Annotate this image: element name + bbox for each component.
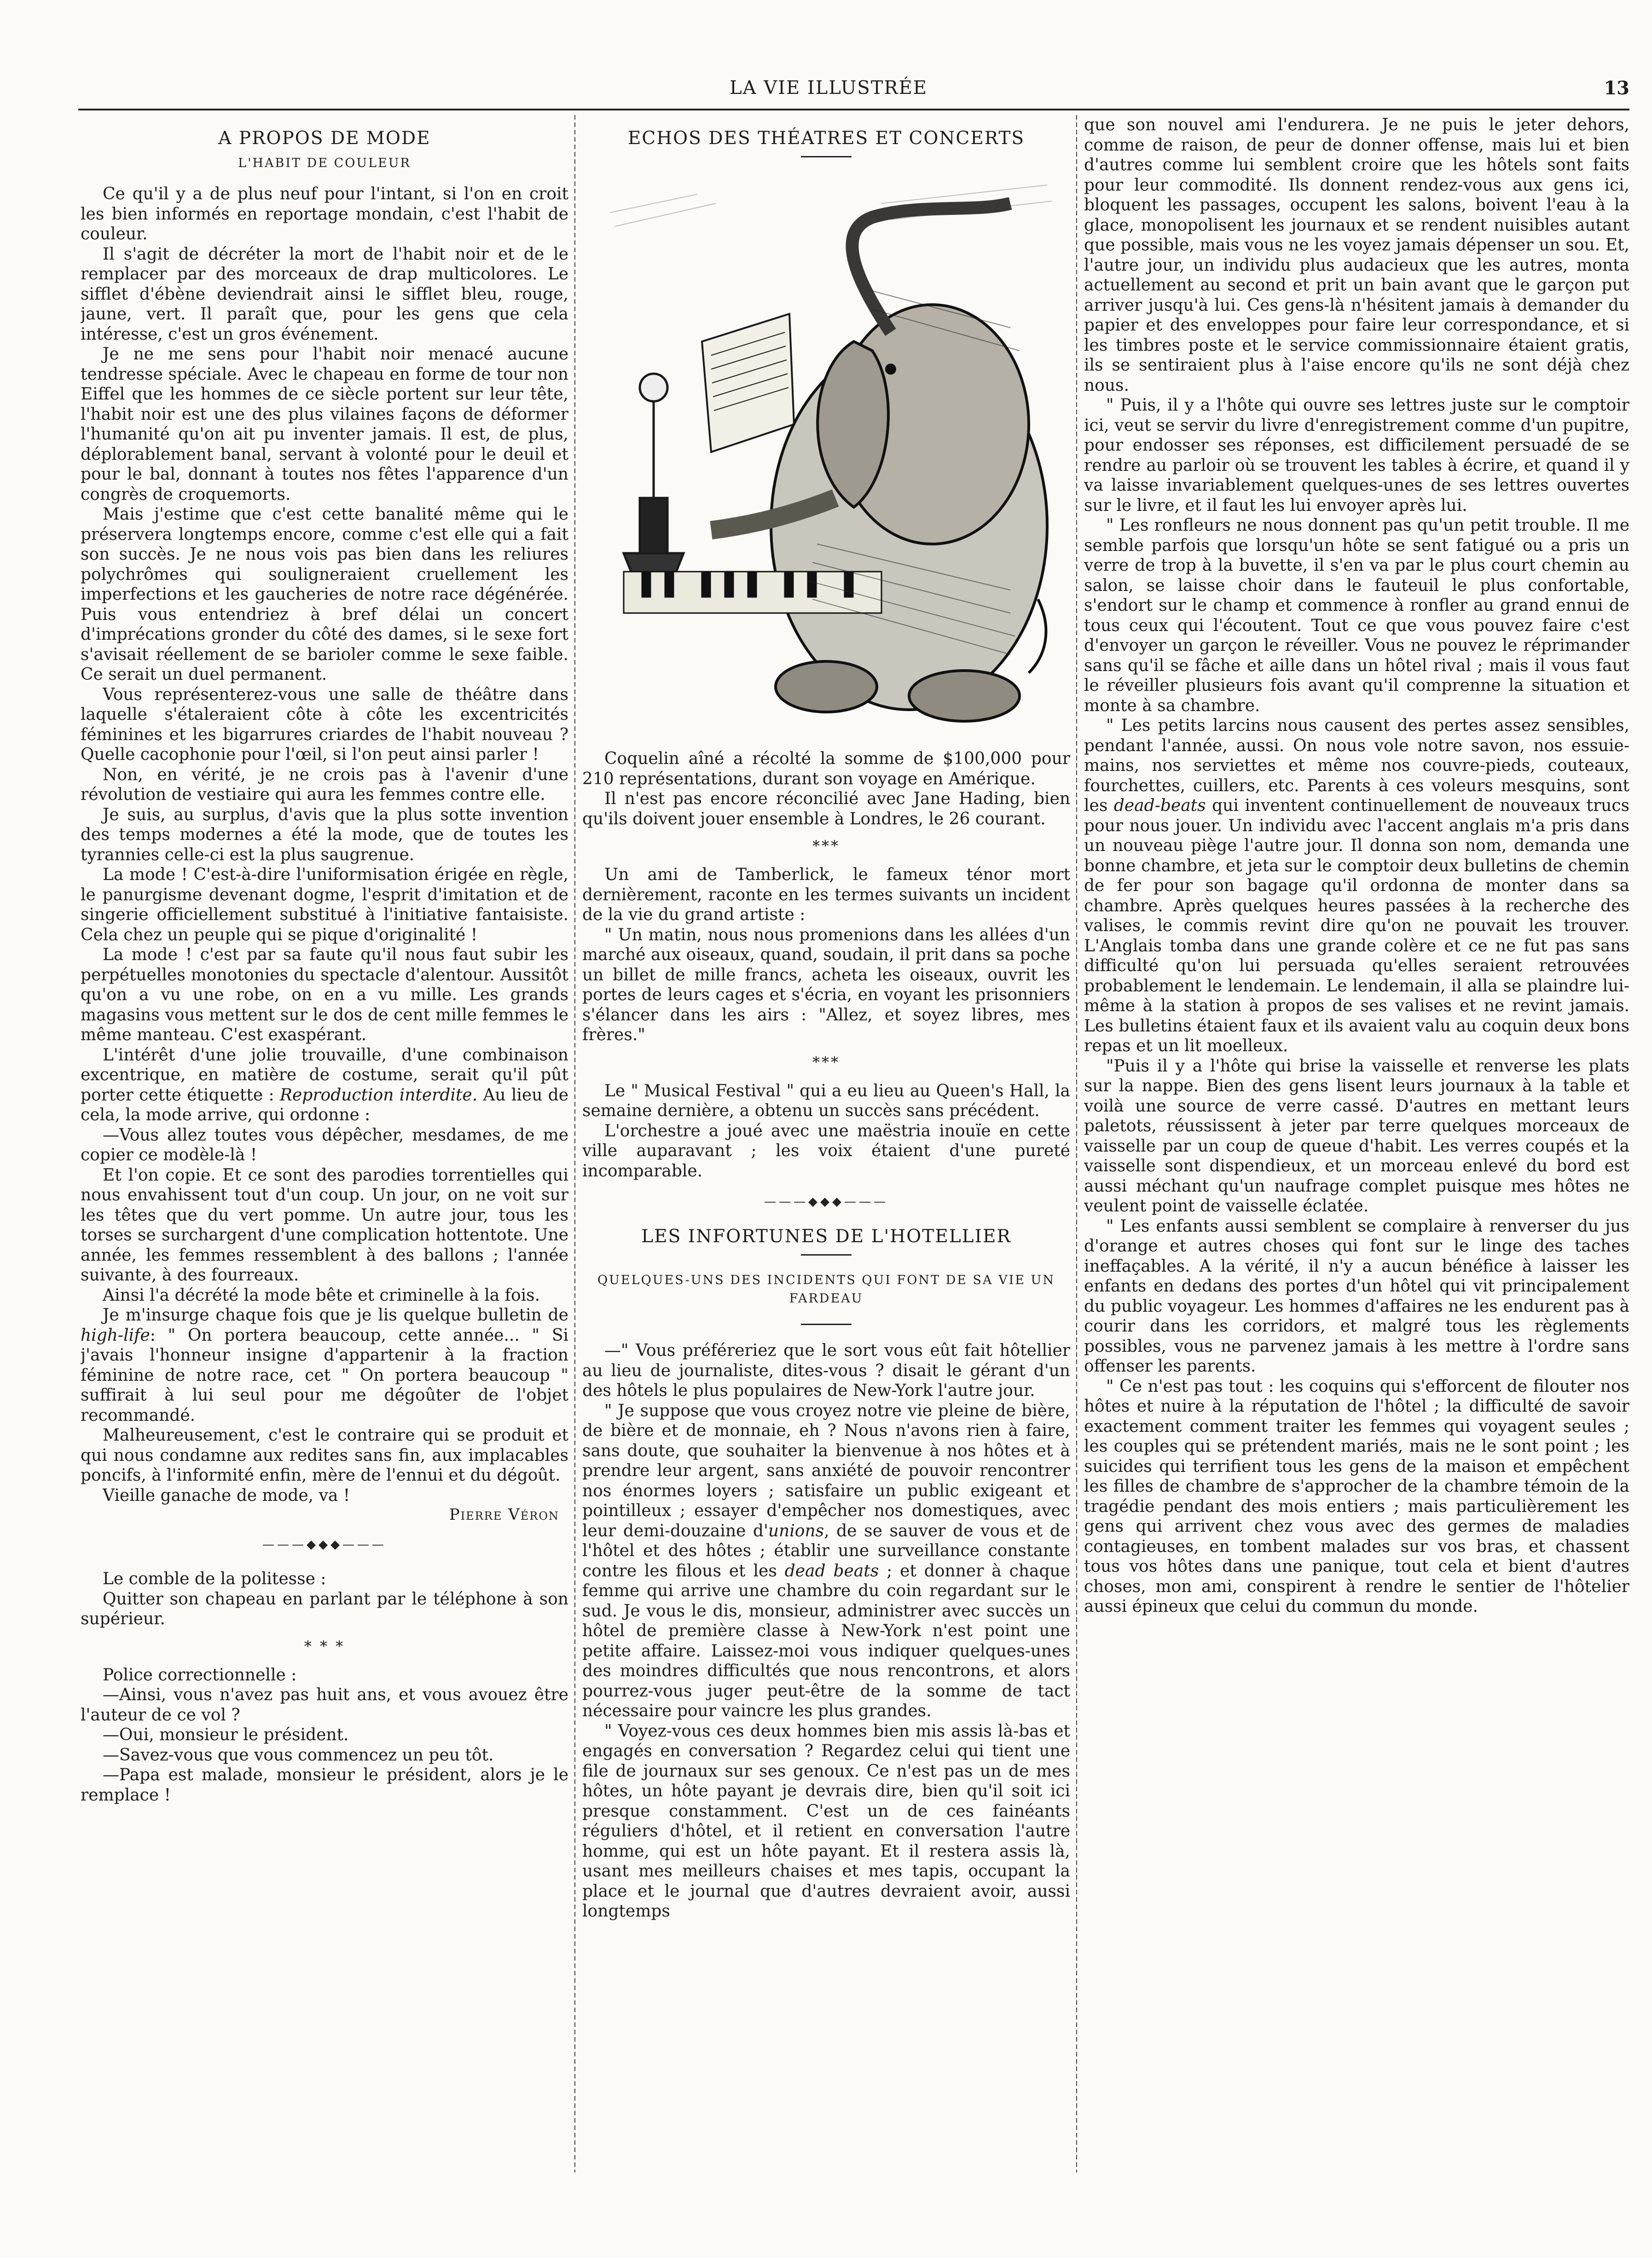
title-rule <box>801 1254 852 1256</box>
running-head <box>0 77 1652 105</box>
column-right <box>1084 115 1629 2214</box>
paragraph: " Ce n'est pas tout : les coquins qui s'efforcent de filouter nos hôtes et nuire à la réputation de l'hôtel ; la difficulté de savoir exactement comment traiter les femmes qui voyagent seules ; les couples qui se prétendent mariés, mais ne le sont point ; les suicides qui terrifient tous les gens de la maison et empêchent les filles de chambre de s'approcher de la chambre témoin de la tragédie pendant des mois entiers ; mais particulièrement les gens qui arrivent chez vous avec des germes de maladies contagieuses, en tombent malades sur vos bras, et chassent tous vos hôtes dans une panique, tout cela et bient d'autres choses, mon ami, conspirent à rendre le sentier de l'hôtelier aussi épineux que celui du commun du monde. <box>1084 1377 1629 1616</box>
article-subtitle: L'HABIT DE COULEUR <box>238 156 411 170</box>
title-rule <box>801 156 852 157</box>
paragraph: La mode ! C'est-à-dire l'uniformisation érigée en règle, le panurgisme devenant dogme, l'esprit d'imitation et de singerie officiellement substitué à l'initiative fantaisiste. Cela chez un peuple qui se pique d'originalité ! <box>81 865 568 944</box>
italic-text: dead-beats <box>1113 796 1206 815</box>
paragraph: " Les ronfleurs ne nous donnent pas qu'un petit trouble. Il me semble parfois que lorsqu'un hôte se sent fatigué ou a pris un verre de trop à la buvette, il s'en va par le plus court chemin au salon, se laisse choir dans le fauteuil le plus confortable, s'endort sur le champ et commence à ronfler au grand ennui de tous ceux qui l'écoutent. Tout ce que vous pouvez faire c'est d'envoyer un garçon le réveiller. Vous ne pouvez le réprimander sans qu'il se fâche et aille dans un hôtel rival ; mais il vous faut le réveiller plusieurs fois avant qu'il comprenne la situation et monte à sa chambre. <box>1084 516 1629 715</box>
paragraph: Malheureusement, c'est le contraire qui se produit et qui nous condamne aux redites sans fin, aux implacables poncifs, à l'informité enfin, mère de l'ennui et du dégoût. <box>81 1426 568 1485</box>
title-rule <box>801 1324 852 1325</box>
paragraph: " Voyez-vous ces deux hommes bien mis assis là-bas et engagés en conversation ? Regardez celui qui tient une file de journaux sur ses genoux. Ce n'est pas un de mes hôtes, un hôte payant je devrais dire, bien qu'il soit ici presque constamment. C'est un de ces fainéants réguliers d'hôtel, et il retient en conversation l'autre homme, qui est un hôte payant. Et il restera assis là, usant mes meilleurs chaises et mes tapis, occupant la place et le journal que d'autres devraient avoir, aussi longtemps <box>582 1721 1070 1921</box>
journal-name: LA VIE ILLUSTRÉE <box>730 77 927 98</box>
section-stars: *** <box>812 837 840 855</box>
paragraph: L'orchestre a joué avec une maëstria inouïe en cette ville auparavant ; les voix étaient d'une pureté incomparable. <box>582 1121 1070 1181</box>
section-title: LES INFORTUNES DE L'HOTELLIER <box>641 1226 1011 1247</box>
paragraph: Vous représenterez-vous une salle de théâtre dans laquelle s'étaleraient côte à côte les excentricités féminines et les bigarrures criardes de l'habit nouveau ? Quelle cacophonie pour l'œil, si l'on peut ainsi parler ! <box>81 685 568 764</box>
page-number: 13 <box>1604 77 1629 99</box>
dialogue-line: —Ainsi, vous n'avez pas huit ans, et vous avouez être l'auteur de ce vol ? <box>81 1685 568 1725</box>
section-subtitle: QUELQUES-UNS DES INCIDENTS QUI FONT DE SA VIE UN FARDEAU <box>597 1273 1055 1306</box>
dialogue-line: —Oui, monsieur le président. <box>103 1725 349 1744</box>
column-divider <box>1076 115 1077 2172</box>
paragraph: "Puis il y a l'hôte qui brise la vaisselle et renverse les plats sur la nappe. Bien des gens lisent leurs journaux à la table et voilà une source de verre cassé. D'autres en mettant leurs paletots, réussissent à jeter par terre quelques morceaux de vaisselle par un coup de queue d'habit. Les verres coupés et la vaisselle sont dispendieux, et un morceau enlevé du bord est aussi méchant qu'un naufrage complet puisque mes hôtes ne veulent point de vaisselle éclatée. <box>1084 1056 1629 1216</box>
paragraph <box>1084 716 1629 1056</box>
text-run: L'intérêt d'une jolie trouvaille, d'une combinaison excentrique, en matière de costume, serait qu'il pût porter cette étiquette : <box>81 1045 568 1105</box>
column-divider <box>574 115 575 2172</box>
column-left <box>81 115 568 2214</box>
paragraph <box>81 1305 568 1425</box>
italic-text: high-life <box>81 1326 150 1345</box>
article-title: A PROPOS DE MODE <box>218 128 431 149</box>
paragraph: Il s'agit de décréter la mort de l'habit noir et de le remplacer par des morceaux de drap multicolores. Le sifflet d'ébène deviendrait ainsi le sifflet bleu, rouge, jaune, vert. Il paraît que, pour les gens que cela intéresse, c'est un gros événement. <box>81 244 568 344</box>
italic-text: dead beats <box>784 1561 879 1581</box>
text-run: : " On portera beaucoup, cette année... " Si j'avais l'honneur insigne d'appartenir à la fraction féminine de notre race, cet " On portera beaucoup " suffirait à lui seul pour me dégoûter de l'objet recommandé. <box>81 1326 568 1425</box>
paragraph: Coquelin aîné a récolté la somme de $100,000 pour 210 représentations, durant son voyage en Amérique. <box>582 749 1070 788</box>
text-run: Je m'insurge chaque fois que je lis quelque bulletin de <box>103 1306 568 1325</box>
paragraph: Vieille ganache de mode, va ! <box>103 1486 350 1505</box>
section-title: ECHOS DES THÉATRES ET CONCERTS <box>627 128 1025 149</box>
section-ornament: ———◆◆◆——— <box>764 1195 888 1209</box>
paragraph: que son nouvel ami l'endurera. Je ne puis le jeter dehors, comme de raison, de peur de donner offense, mais lui et bien d'autres comme lui semblent croire que les hôtels sont faits pour leur commodité. Ils donnent rendez-vous aux gens ici, bloquent les passages, occupent les salons, boivent l'eau à la glace, monopolisent les journaux et se rendent nuisibles autant que possible, mais vous ne les voyez jamais dépenser un sou. Et, l'autre jour, un individu plus audacieux que les autres, monta actuellement au second et prit un bain avant que le garçon put arriver jusqu'à lui. Ces gens-là n'hésitent jamais à demander du papier et des enveloppes pour faire leur correspondance, et si les timbres poste et le service commissionnaire étaient gratis, ils se sentiraient plus à l'aise encore qu'ils ne sont déjà chez nous. <box>1084 116 1629 395</box>
column-middle <box>582 115 1070 2214</box>
paragraph: Je ne me sens pour l'habit noir menacé aucune tendresse spéciale. Avec le chapeau en forme de tour non Eiffel que les hommes de ce siècle portent sur leur tête, l'habit noir est une des plus vilaines façons de déformer l'humanité qu'on ait pu inventer jamais. Il est, de plus, déplorablement banal, servant à volonté pour le deuil et pour le bal, donnant à toutes nos fêtes l'apparence d'un congrès de croquemorts. <box>81 345 568 504</box>
text-run: , de se sauver de vous et de l'hôtel et des hôtes ; établir une surveillance constante contre les filous et les <box>582 1521 1070 1581</box>
paragraph: Et l'on copie. Et ce sont des parodies torrentielles qui nous envahissent tout d'un coup. Un jour, on ne voit sur les têtes que du vert pomme. Un autre jour, tous les torses se surchargent d'une complication hottentote. Une année, les femmes ressemblent à des ballons ; l'année suivante, à des fourreaux. <box>81 1165 568 1285</box>
section-stars: * * * <box>304 1637 345 1655</box>
paragraph: Police correctionnelle : <box>103 1665 297 1685</box>
paragraph: La mode ! c'est par sa faute qu'il nous faut subir les perpétuelles monotonies du spectacle d'alentour. Aussitôt qu'on a vu une robe, on en a vu mille. Les grands magasins vous mettent sur le dos de cent mille femmes le même manteau. C'est exaspérant. <box>81 945 568 1044</box>
paragraph: Quitter son chapeau en parlant par le téléphone à son supérieur. <box>81 1589 568 1628</box>
paragraph: Ce qu'il y a de plus neuf pour l'intant, si l'on en croit les bien informés en reportage mondain, c'est l'habit de couleur. <box>81 185 568 243</box>
paragraph <box>582 1401 1070 1721</box>
italic-text: unions <box>768 1521 824 1540</box>
paragraph: Le " Musical Festival " qui a eu lieu au Queen's Hall, la semaine dernière, a obtenu un succès sans précédent. <box>582 1081 1070 1120</box>
signature: Pierre Véron <box>449 1505 559 1524</box>
paragraph: Je suis, au surplus, d'avis que la plus sotte invention des temps modernes a été la mode, que de toutes les tyrannies celle-ci est la plus saugrenue. <box>81 805 568 864</box>
section-ornament: ———◆◆◆——— <box>262 1538 387 1552</box>
paragraph: Non, en vérité, je ne crois pas à l'avenir d'une révolution de vestiaire qui aura les femmes contre elle. <box>81 765 568 804</box>
text-run: qui inventent continuellement de nouveaux trucs pour nous jouer. Un individu avec l'accent anglais m'a pris dans un nouveau piège l'autre jour. Il donna son nom, demanda une bonne chambre, et jeta sur le comptoir deux bulletins de chemin de fer pour son bagage qu'il ordonna de monter dans sa chambre. Après quelques heures passées à la recherche des valises, le commis revint dire qu'on ne pouvait les trouver. L'Anglais tomba dans une grande colère et ce ne fut pas sans difficulté qu'on lui persuada qu'elles seraient retrouvées probablement le lendemain. Le lendemain, il alla se plaindre lui-même à la station à propos de ses valises et ne revint jamais. Les bulletins étaient faux et ils avaient valu au coquin deux bons repas et un lit moelleux. <box>1084 796 1629 1055</box>
paragraph: —Vous allez toutes vous dépêcher, mesdames, de me copier ce modèle-là ! <box>81 1125 568 1164</box>
paragraph: Il n'est pas encore réconcilié avec Jane Hading, bien qu'ils doivent jouer ensemble à Londres, le 26 courant. <box>582 789 1070 828</box>
paragraph <box>81 1045 568 1125</box>
paragraph: " Un matin, nous nous promenions dans les allées d'un marché aux oiseaux, quand, soudain, il prit dans sa poche un billet de mille francs, acheta les oiseaux, ouvrit les portes de leurs cages et s'écria, en voyant les prisonniers s'élancer dans les airs : "Allez, et soyez libres, mes frères." <box>582 925 1070 1044</box>
header-rule <box>78 109 1629 110</box>
text-run: Au lieu de cela, la mode arrive, qui ordonne : <box>81 1085 568 1124</box>
dialogue-line: —Savez-vous que vous commencez un peu tôt. <box>103 1745 494 1765</box>
paragraph: —" Vous préféreriez que le sort vous eût fait hôtellier au lieu de journaliste, dites-vous ? disait le gérant d'un des hôtels le plus populaires de New-York l'autre jour. <box>582 1341 1070 1400</box>
text-run: " Les petits larcins nous causent des pertes assez sensibles, pendant l'année, aussi. On nous vole notre savon, nos essuie-mains, nos serviettes et même nos couvre-pieds, couteaux, fourchettes, cuillers, etc. Parents à ces voleurs mesquins, sont les <box>1084 716 1629 815</box>
section-stars: *** <box>812 1053 840 1071</box>
paragraph: Un ami de Tamberlick, le fameux ténor mort dernièrement, raconte en les termes suivants un incident de la vie du grand artiste : <box>582 865 1070 924</box>
text-run: ; et donner à chaque femme qui arrive une chambre du coin regardant sur le sud. Je vous le dis, monsieur, administrer avec succès un hôtel de première classe à New-York n'est point une petite affaire. Laissez-moi vous indiquer quelques-unes des moindres difficultés que nous rencontrons, et alors pourrez-vous juger peut-être de la somme de tact nécessaire pour vaincre les plus grandes. <box>582 1561 1070 1720</box>
text-run: " Je suppose que vous croyez notre vie pleine de bière, de bière et de monnaie, eh ? Nous n'avons rien à faire, sans doute, que souhaiter la bienvenue à nos hôtes et à prendre leur argent, sans anxiété de pouvoir rencontrer nos énormes loyers ; satisfaire un public exigeant et pointilleux ; essayer d'empêcher nos domestiques, avec leur demi-douzaine d' <box>582 1401 1070 1540</box>
dialogue-line: —Papa est malade, monsieur le président, alors je le remplace ! <box>81 1766 568 1805</box>
italic-text: Reproduction interdite. <box>279 1085 478 1105</box>
paragraph: " Les enfants aussi semblent se complaire à renverser du jus d'orange et autres choses qui font sur le linge des taches ineffaçables. A la vérité, il n'y a aucun bénéfice à laisser les enfants en dedans des portes d'un hôtel qui vit principalement du public voyageur. Les hommes d'affaires ne les endurent pas à courir dans les corridors, et malgré tous les règlements possibles, vous ne parvenez jamais à les mettre à l'ordre sans offenser les parents. <box>1084 1216 1629 1376</box>
paragraph: Le comble de la politesse : <box>103 1569 326 1588</box>
elephant-musician-illustration <box>596 176 1056 735</box>
paragraph: Ainsi l'a décrété la mode bête et criminelle à la fois. <box>103 1285 540 1305</box>
paragraph: Mais j'estime que c'est cette banalité même qui le préservera longtemps encore, comme c'est elle qui a fait son succès. Je ne nous vois pas bien dans les reliures polychrômes qui souligneraient cruellement les imperfections et les gaucheries de notre race dégénérée. Puis vous entendriez à bref délai un concert d'imprécations gronder du côté des dames, si le sexe fort s'avisait réellement de se barioler comme le sexe faible. Ce serait un duel permanent. <box>81 505 568 684</box>
paragraph: " Puis, il y a l'hôte qui ouvre ses lettres juste sur le comptoir ici, veut se servir du livre d'enregistrement comme d'un pupitre, pour endosser ses réponses, est difficilement persuadé de se rendre au parloir où se trouvent les tables à écrire, et quand il y va laisse invariablement quelques-unes de ses lettres ouvertes sur le livre, et il faut les lui envoyer après lui. <box>1084 396 1629 515</box>
